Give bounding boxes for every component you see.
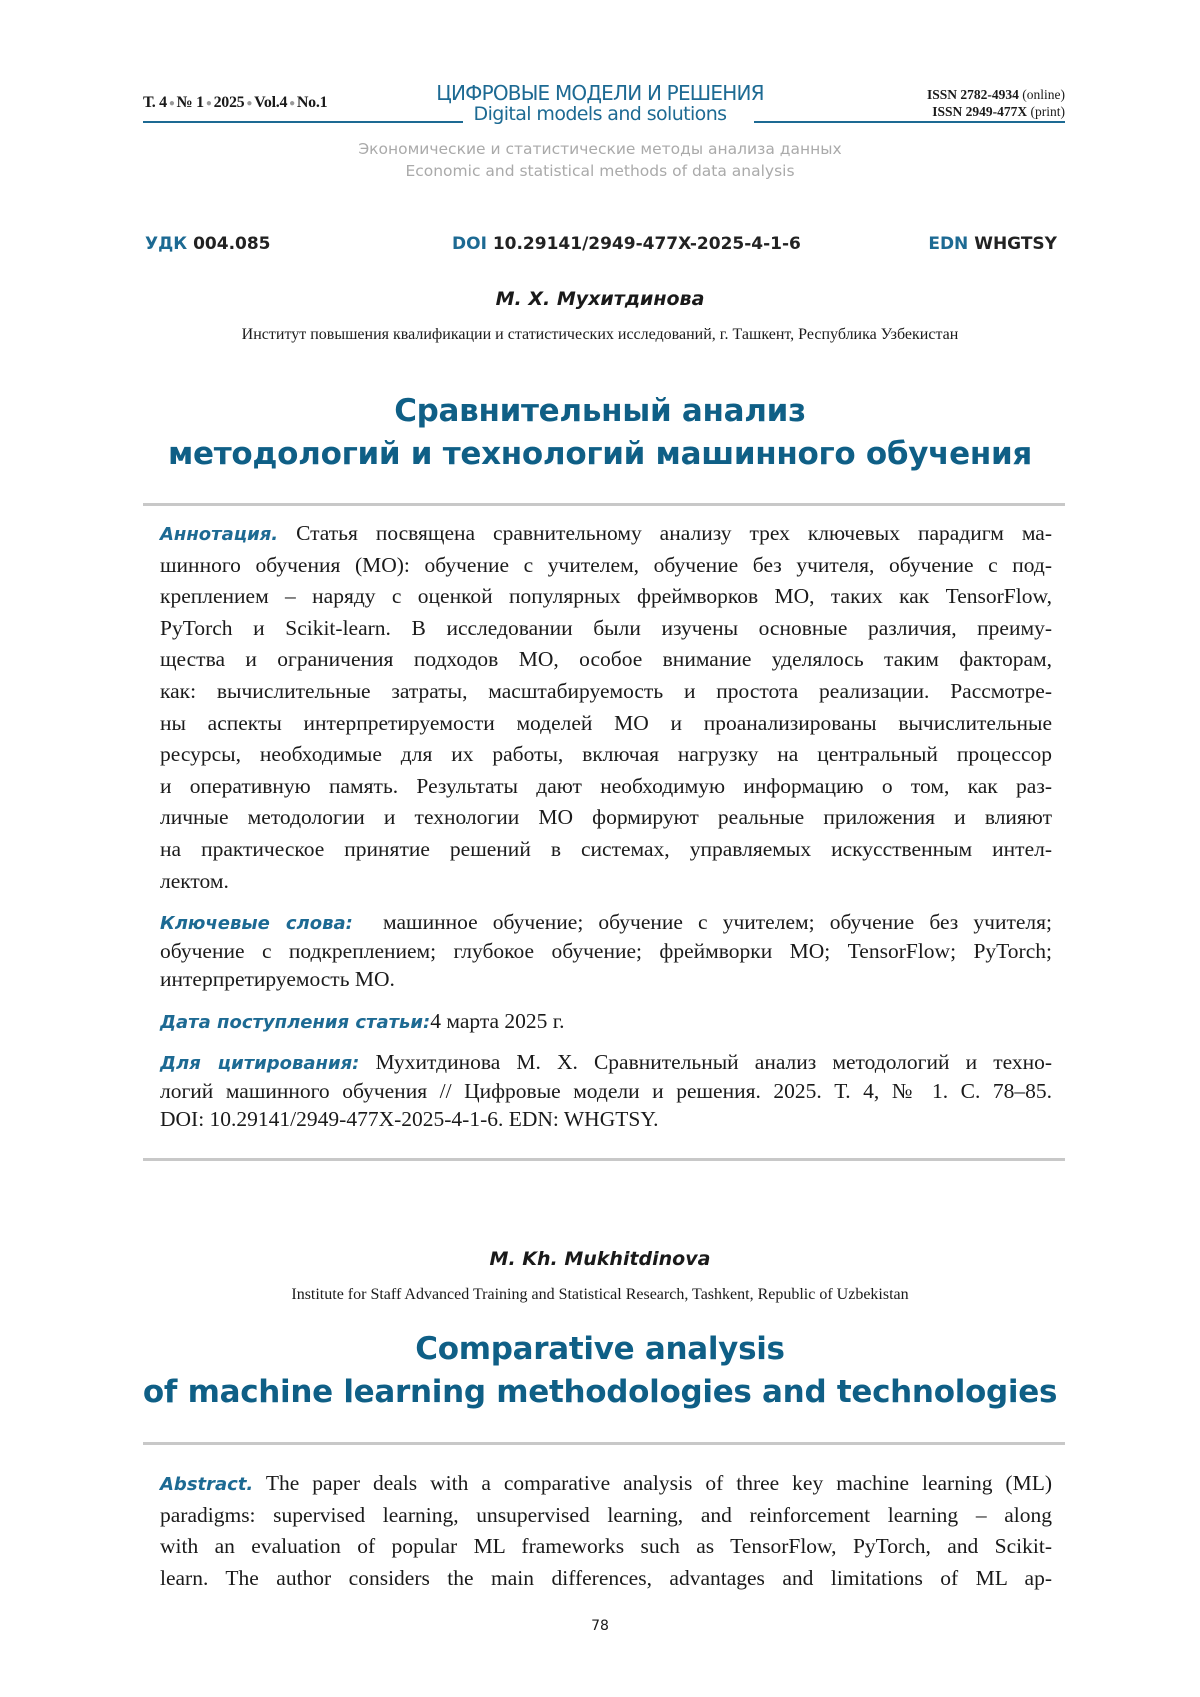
section-ru: Экономические и статистические методы анализа данных <box>0 138 1200 160</box>
text-line: шинного обучения (МО): обучение с учителем, обучение без учителя, обучение с под- <box>160 550 1052 582</box>
date-value: 4 марта 2025 г. <box>430 1009 564 1033</box>
issn-online-label: (online) <box>1022 87 1065 102</box>
text-line: машинное обучение; обучение с учителем; обучение без учителя; <box>383 910 1052 934</box>
keywords-label: Ключевые слова: <box>160 913 353 934</box>
text-line: на практическое принятие решений в системах, управляемых искусственным интел- <box>160 834 1052 866</box>
text-line: Мухитдинова М. Х. Сравнительный анализ методологий и техно- <box>375 1050 1052 1074</box>
journal-title-ru: ЦИФРОВЫЕ МОДЕЛИ И РЕШЕНИЯ <box>0 82 1200 104</box>
title-en-line: of machine learning methodologies and technologies <box>0 1371 1200 1414</box>
journal-title-en: Digital models and solutions <box>0 103 1200 125</box>
doi[interactable] <box>452 234 801 254</box>
text-line: личные методологии и технологии МО формируют реальные приложения и влияют <box>160 802 1052 834</box>
volume-en: Vol.4 <box>254 94 287 111</box>
udk <box>145 234 271 254</box>
annotation-label: Аннотация. <box>160 524 278 545</box>
text-line: learn. The author considers the main differences, advantages and limitations of ML ap- <box>160 1563 1052 1595</box>
divider <box>143 1158 1065 1161</box>
section-heading <box>0 138 1200 182</box>
text-line: логий машинного обучения // Цифровые модели и решения. 2025. Т. 4, № 1. С. 78–85. <box>160 1077 1052 1106</box>
text-line: обучение с подкреплением; глубокое обучение; фреймворки МО; TensorFlow; PyTorch; <box>160 937 1052 966</box>
issn-online: ISSN 2782-4934 <box>927 87 1019 102</box>
author-ru: М. Х. Мухитдинова <box>0 288 1200 310</box>
keywords-ru <box>160 908 1052 994</box>
year: 2025 <box>214 94 245 111</box>
abstract-label: Abstract. <box>160 1474 253 1495</box>
abstract-en <box>160 1468 1052 1594</box>
text-line: щества и ограничения подходов МО, особое внимание уделялось таким факторам, <box>160 644 1052 676</box>
affiliation-en: Institute for Staff Advanced Training and Statistical Research, Tashkent, Republic of Uzbekistan <box>0 1286 1200 1304</box>
issue-en: No.1 <box>297 94 327 111</box>
text-line: paradigms: supervised learning, unsupervised learning, and reinforcement learning – along <box>160 1500 1052 1532</box>
issn-print-label: (print) <box>1031 104 1066 119</box>
text-line: как: вычислительные затраты, масштабируемость и простота реализации. Рассмотре- <box>160 676 1052 708</box>
date-label: Дата поступления статьи: <box>160 1012 430 1033</box>
text-line: ны аспекты интерпретируемости моделей МО и проанализированы вычислительные <box>160 708 1052 740</box>
title-en <box>0 1328 1200 1414</box>
text-line: лектом. <box>160 866 1052 898</box>
section-en: Economic and statistical methods of data analysis <box>0 160 1200 182</box>
author-en: M. Kh. Mukhitdinova <box>0 1248 1200 1270</box>
citation <box>160 1048 1052 1134</box>
text-line: DOI: 10.29141/2949-477X-2025-4-1-6. EDN: WHGTSY. <box>160 1105 1052 1134</box>
text-line: with an evaluation of popular ML frameworks such as TensorFlow, PyTorch, and Scikit- <box>160 1531 1052 1563</box>
text-line: интерпретируемость МО. <box>160 965 1052 994</box>
volume-info: Т. 4 ● № 1 ● 2025 ● Vol.4 ● No.1 <box>143 94 327 112</box>
title-en-line: Comparative analysis <box>0 1328 1200 1371</box>
issn-block <box>927 86 1065 120</box>
text-line: Статья посвящена сравнительному анализу трех ключевых парадигм ма- <box>296 521 1052 545</box>
divider <box>143 1442 1065 1445</box>
title-ru <box>0 390 1200 476</box>
page-number: 78 <box>0 1618 1200 1634</box>
udk-label: УДК <box>145 234 187 254</box>
cite-label: Для цитирования: <box>160 1053 359 1074</box>
issn-print: ISSN 2949-477X <box>932 104 1027 119</box>
edn <box>928 234 1057 254</box>
title-ru-line: методологий и технологий машинного обучения <box>0 433 1200 476</box>
udk-value: 004.085 <box>193 234 270 254</box>
edn-label: EDN <box>928 234 968 254</box>
doi-label: DOI <box>452 234 487 254</box>
issue-ru: № 1 <box>177 94 204 111</box>
edn-value: WHGTSY <box>974 234 1057 254</box>
annotation-ru <box>160 518 1052 897</box>
received-date <box>160 1006 1052 1038</box>
divider <box>143 503 1065 506</box>
text-line: ресурсы, необходимые для их работы, включая нагрузку на центральный процессор <box>160 739 1052 771</box>
text-line: креплением – наряду с оценкой популярных фреймворков МО, таких как TensorFlow, <box>160 581 1052 613</box>
affiliation-ru: Институт повышения квалификации и статистических исследований, г. Ташкент, Республика Узбекистан <box>0 326 1200 344</box>
text-line: The paper deals with a comparative analysis of three key machine learning (ML) <box>266 1471 1052 1495</box>
text-line: PyTorch и Scikit-learn. В исследовании были изучены основные различия, преиму- <box>160 613 1052 645</box>
title-ru-line: Сравнительный анализ <box>0 390 1200 433</box>
text-line: и оперативную память. Результаты дают необходимую информацию о том, как раз- <box>160 771 1052 803</box>
doi-value[interactable]: 10.29141/2949-477X-2025-4-1-6 <box>493 234 801 254</box>
volume-ru: Т. 4 <box>143 94 167 111</box>
